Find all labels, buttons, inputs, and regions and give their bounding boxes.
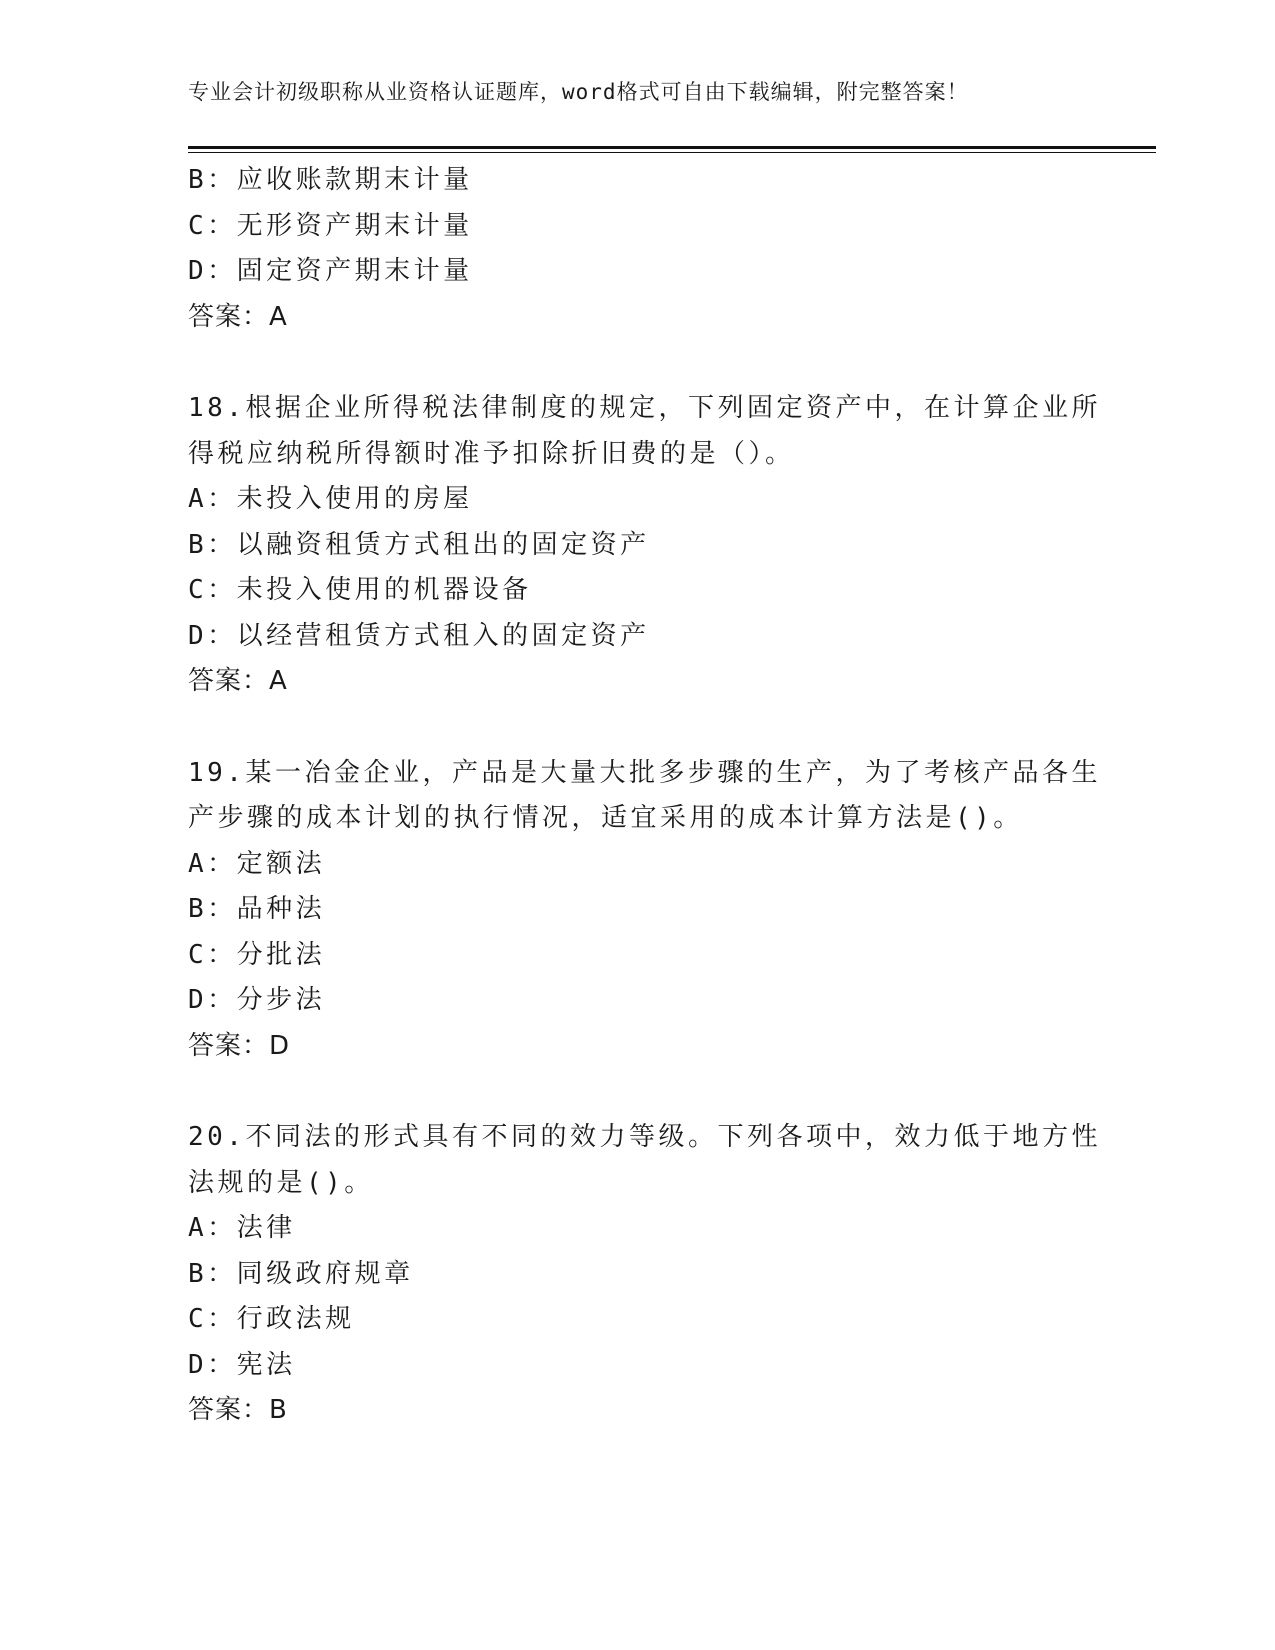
option-b: B：应收账款期末计量 [188, 165, 473, 195]
header-rule-thin [188, 152, 1156, 153]
spacer [188, 1069, 1088, 1115]
option-d: D：以经营租赁方式租入的固定资产 [188, 620, 650, 651]
page-header: 专业会计初级职称从业资格认证题库，word格式可自由下载编辑，附完整答案！ [188, 80, 969, 104]
question-17-continuation [188, 158, 1088, 340]
option-b: B：品种法 [188, 894, 326, 924]
option-d: D：分步法 [188, 985, 326, 1015]
spacer [188, 340, 1088, 386]
option-c: C：行政法规 [188, 1304, 355, 1334]
question-stem-line-2: 得税应纳税所得额时准予扣除折旧费的是（）。 [188, 438, 795, 469]
spacer [188, 705, 1088, 751]
option-c: C：分批法 [188, 939, 326, 970]
answer: 答案：A [188, 666, 288, 696]
option-a: A：未投入使用的房屋 [188, 484, 473, 514]
question-stem-line-1: 18.根据企业所得税法律制度的规定，下列固定资产中，在计算企业所 [188, 393, 1101, 423]
question-19 [188, 751, 1101, 1070]
question-stem-line-2: 产步骤的成本计划的执行情况，适宜采用的成本计算方法是()。 [188, 803, 1023, 833]
question-stem-line-1: 20.不同法的形式具有不同的效力等级。下列各项中，效力低于地方性 [188, 1122, 1101, 1152]
option-d: D：宪法 [188, 1349, 296, 1380]
question-20 [188, 1115, 1101, 1434]
question-18 [188, 386, 1101, 705]
option-a: A：法律 [188, 1213, 296, 1243]
option-d: D：固定资产期末计量 [188, 256, 473, 286]
option-a: A：定额法 [188, 848, 326, 879]
option-c: C：无形资产期末计量 [188, 210, 473, 241]
question-stem-line-2: 法规的是()。 [188, 1167, 374, 1198]
header-rule-thick [188, 146, 1156, 149]
option-c: C：未投入使用的机器设备 [188, 575, 532, 605]
option-b: B：以融资租赁方式租出的固定资产 [188, 529, 650, 560]
option-b: B：同级政府规章 [188, 1258, 414, 1289]
question-stem-line-1: 19.某一冶金企业，产品是大量大批多步骤的生产，为了考核产品各生 [188, 757, 1101, 788]
question-content [188, 158, 1101, 1434]
answer: 答案：D [188, 1030, 291, 1061]
answer: 答案：B [188, 1395, 288, 1425]
answer: 答案：A [188, 301, 288, 332]
